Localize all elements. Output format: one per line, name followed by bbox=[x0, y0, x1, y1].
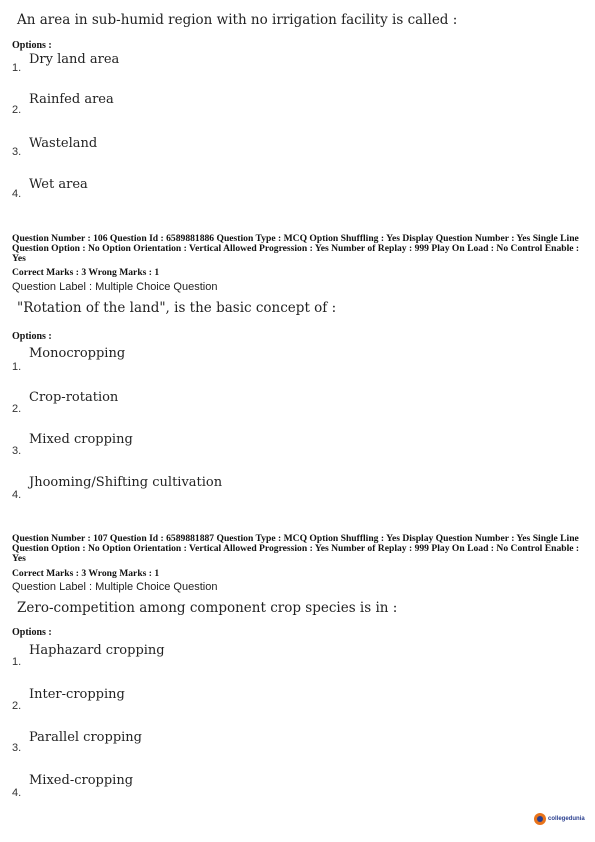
marks-info: Correct Marks : 3 Wrong Marks : 1 bbox=[12, 267, 160, 278]
option-number: 4. bbox=[12, 188, 22, 200]
logo-text: collegedunia bbox=[548, 816, 585, 822]
option-number: 1. bbox=[12, 62, 22, 74]
question-text: "Rotation of the land", is the basic concept of : bbox=[17, 300, 337, 316]
option-text: Haphazard cropping bbox=[29, 643, 165, 658]
option-text: Crop-rotation bbox=[29, 390, 119, 405]
option-text: Dry land area bbox=[29, 52, 120, 67]
option-number: 3. bbox=[12, 742, 22, 754]
question-label: Question Label : Multiple Choice Question bbox=[12, 281, 218, 293]
option-number: 2. bbox=[12, 700, 22, 712]
option-number: 4. bbox=[12, 787, 22, 799]
option-text: Mixed-cropping bbox=[29, 773, 134, 788]
option-number: 1. bbox=[12, 361, 22, 373]
option-text: Wasteland bbox=[29, 136, 98, 151]
collegedunia-logo bbox=[534, 813, 585, 825]
options-label: Options : bbox=[12, 40, 52, 51]
collegedunia-logo-icon bbox=[534, 813, 546, 825]
option-text: Wet area bbox=[29, 177, 88, 192]
option-number: 2. bbox=[12, 403, 22, 415]
option-number: 4. bbox=[12, 489, 22, 501]
question-meta: Question Number : 106 Question Id : 6589881886 Question Type : MCQ Option Shuffling : Yes Display Question Number : Yes Single Line Question Option : No Option Orientation : Vertical Allowed Progression : Yes Number of Replay : 999 Play On Load : No Control Enable : Yes bbox=[12, 233, 580, 264]
marks-info: Correct Marks : 3 Wrong Marks : 1 bbox=[12, 568, 160, 579]
options-label: Options : bbox=[12, 627, 52, 638]
option-text: Jhooming/Shifting cultivation bbox=[29, 475, 223, 490]
question-text: An area in sub-humid region with no irrigation facility is called : bbox=[17, 12, 458, 28]
option-text: Rainfed area bbox=[29, 92, 114, 107]
options-label: Options : bbox=[12, 331, 52, 342]
option-number: 3. bbox=[12, 445, 22, 457]
option-number: 2. bbox=[12, 104, 22, 116]
option-text: Inter-cropping bbox=[29, 687, 125, 702]
option-text: Mixed cropping bbox=[29, 432, 133, 447]
option-text: Monocropping bbox=[29, 346, 126, 361]
question-meta: Question Number : 107 Question Id : 6589881887 Question Type : MCQ Option Shuffling : Yes Display Question Number : Yes Single Line Question Option : No Option Orientation : Vertical Allowed Progression : Yes Number of Replay : 999 Play On Load : No Control Enable : Yes bbox=[12, 533, 580, 564]
option-number: 3. bbox=[12, 146, 22, 158]
option-number: 1. bbox=[12, 656, 22, 668]
question-label: Question Label : Multiple Choice Question bbox=[12, 581, 218, 593]
option-text: Parallel cropping bbox=[29, 730, 142, 745]
question-text: Zero-competition among component crop species is in : bbox=[17, 600, 398, 616]
